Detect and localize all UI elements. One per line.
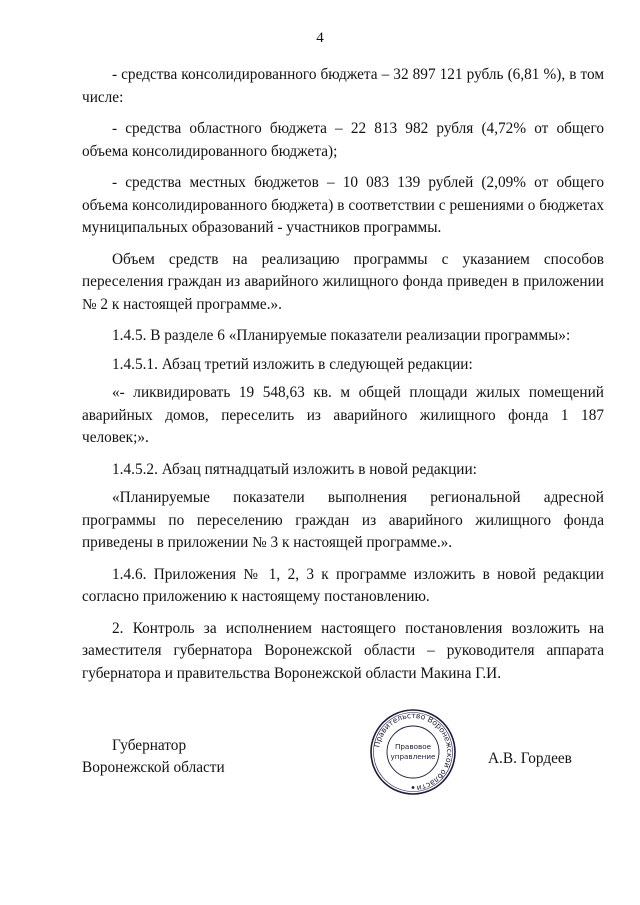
official-seal-stamp: [368, 707, 458, 797]
seal-center-line2: управление: [390, 752, 436, 761]
paragraph-1-4-5-2: 1.4.5.2. Абзац пятнадцатый изложить в новой редакции:: [112, 460, 477, 478]
paragraph-funding-volume: Объем средств на реализацию программы с указанием способов переселения граждан из аварийного жилищного фонда приведен в приложении № 2 к настоящей программе.».: [82, 250, 604, 313]
paragraph-consolidated-budget: - средства консолидированного бюджета – 32 897 121 рубль (6,81 %), в том числе:: [82, 66, 604, 106]
page-number: 4: [316, 30, 324, 46]
seal-star-icon: [412, 786, 415, 789]
seal-ring-text: Правительство Воронежской области: [372, 710, 455, 793]
paragraph-control: 2. Контроль за исполнением настоящего постановления возложить на заместителя губернатора Воронежской области – руководителя аппарата губернатора и правительства Воронежской области Макина Г.И.: [82, 619, 604, 682]
signatory-title-line1: Губернатор: [112, 737, 187, 754]
paragraph-planned-indicators-quote: «Планируемые показатели выполнения региональной адресной программы по переселению граждан из аварийного жилищного фонда приведены в приложении № 3 к настоящей программе.».: [82, 489, 604, 551]
signature-block: [82, 710, 604, 815]
signatory-name: А.В. Гордеев: [488, 750, 572, 767]
signatory-title: [82, 735, 225, 779]
paragraph-local-budgets: - средства местных бюджетов – 10 083 139 рублей (2,09% от общего объема консолидированного бюджета) в соответствии с решениями о бюджетах муниципальных образований - участников программы.: [82, 174, 604, 236]
paragraph-1-4-5-1: 1.4.5.1. Абзац третий изложить в следующей редакции:: [112, 355, 473, 373]
document-body: [82, 64, 604, 694]
signatory-title-line2: Воронежской области: [82, 759, 225, 776]
paragraph-regional-budget: - средства областного бюджета – 22 813 982 рубля (4,72% от общего объема консолидированного бюджета);: [82, 120, 604, 160]
seal-center-line1: Правовое: [394, 742, 432, 751]
paragraph-1-4-6: 1.4.6. Приложения № 1, 2, 3 к программе изложить в новой редакции согласно приложению к настоящему постановлению.: [82, 565, 604, 605]
paragraph-liquidate-quote: «- ликвидировать 19 548,63 кв. м общей площади жилых помещений аварийных домов, переселить из аварийного жилищного фонда 1 187 человек;».: [82, 384, 604, 446]
paragraph-1-4-5: 1.4.5. В разделе 6 «Планируемые показатели реализации программы»:: [112, 327, 571, 344]
